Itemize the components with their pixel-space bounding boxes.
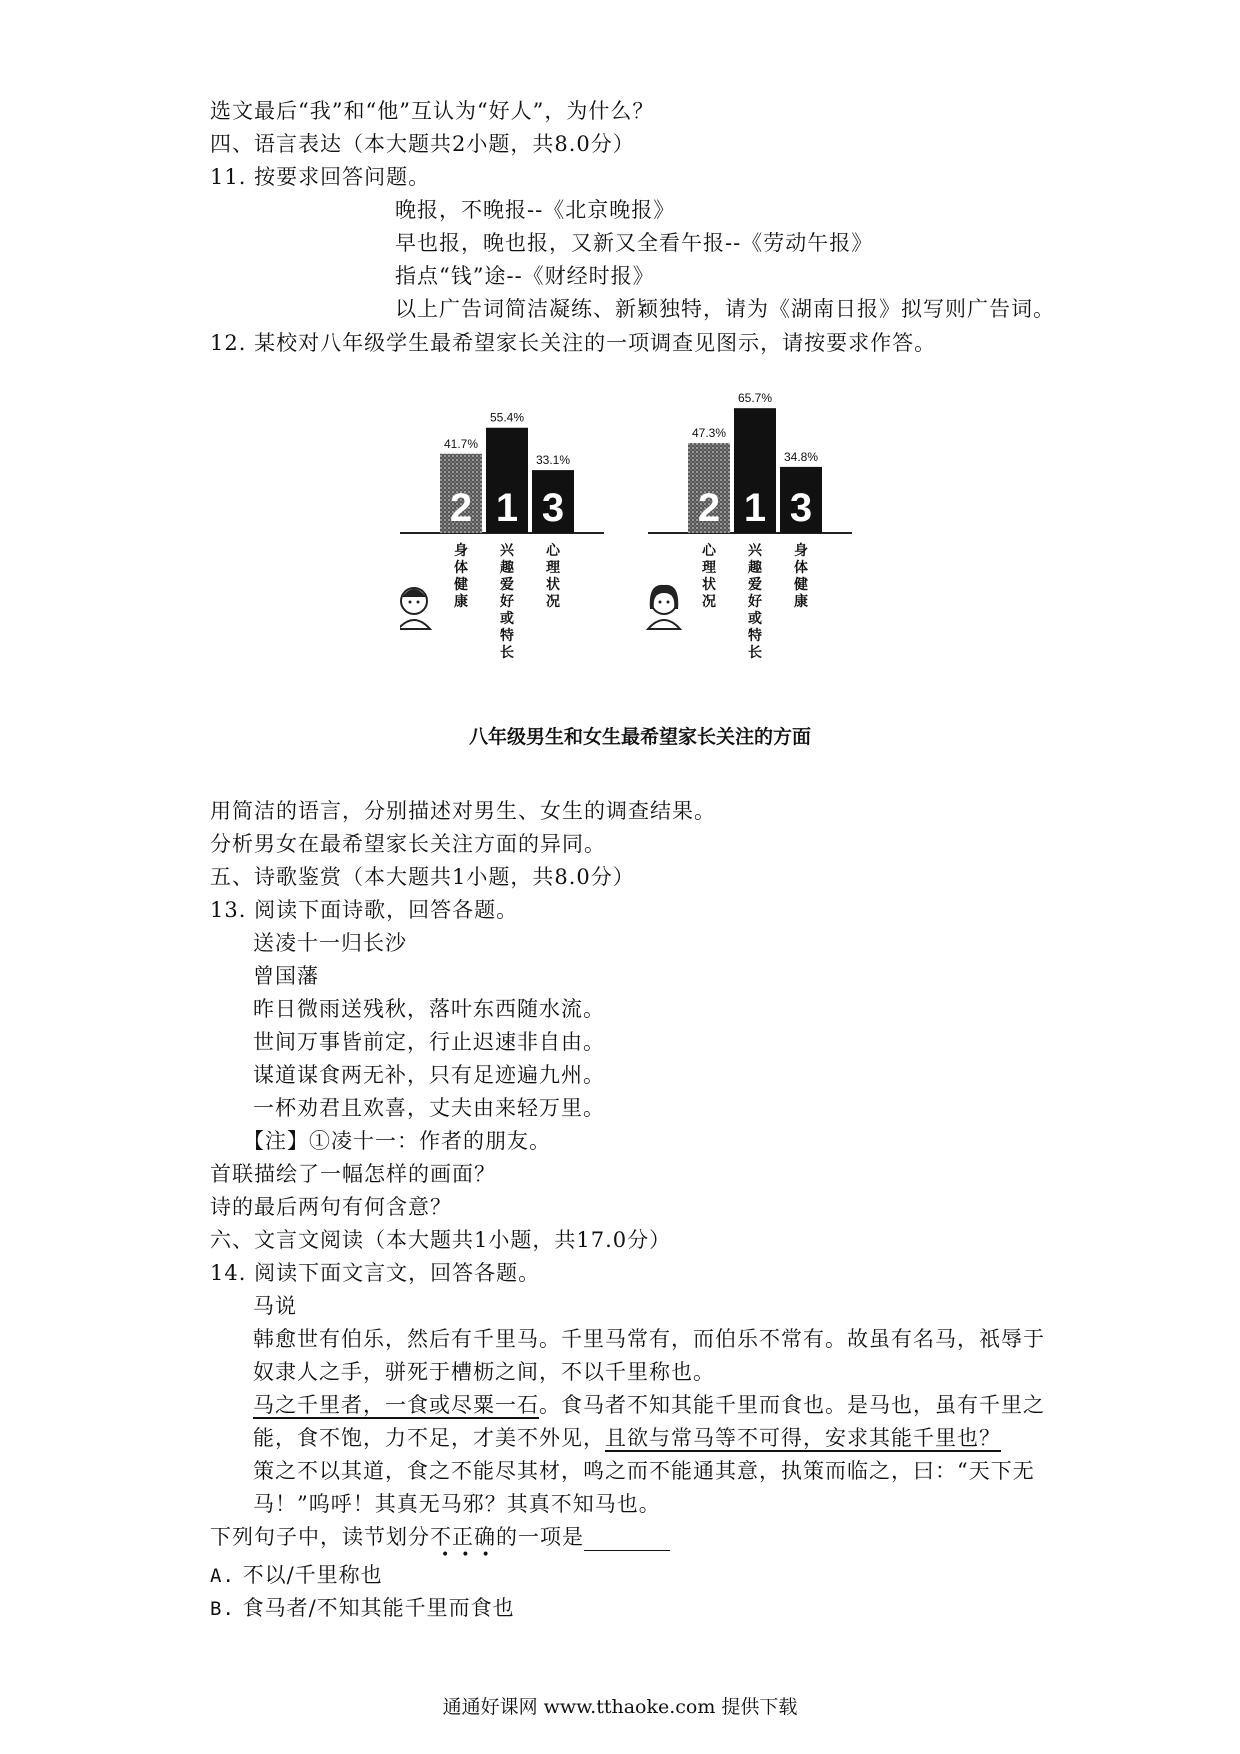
essay-para2-plain: 能，食不饱，力不足，才美不外见， [253,1426,605,1450]
category-label: 或 [500,611,514,627]
bar-rank-label: 1 [743,486,767,530]
category-label: 理 [546,560,560,576]
q10-question: 选文最后“我”和“他”互认为“好人”，为什么？ [210,99,655,123]
category-label: 长 [500,645,514,661]
poem-author: 曾国藩 [253,964,319,988]
category-label: 康 [794,594,808,610]
q12-heading: 12. 某校对八年级学生最希望家长关注的一项调查见图示，请按要求作答。 [210,331,937,355]
bar-rank-label: 2 [697,486,721,530]
q12-sub1: 用简洁的语言，分别描述对男生、女生的调查结果。 [210,799,716,823]
category-label: 理 [702,560,716,576]
category-label: 兴 [500,543,514,559]
q13-sub1: 首联描绘了一幅怎样的画面？ [210,1162,496,1186]
category-label: 心 [546,543,560,559]
essay-para3-line1: 策之不以其道，食之不能尽其材，鸣之而不能通其意，执策而临之，曰：“天下无 [253,1459,1035,1483]
q14-sub1-text: 下列句子中，读节划分不正确的一项是 [210,1525,584,1549]
category-label: 特 [500,628,514,644]
underlined-sentence-2: 且欲与常马等不可得，安求其能千里也？ [605,1426,1001,1450]
bar-rank-label: 2 [449,486,473,530]
essay-para2-line1 [253,1391,1045,1419]
page-footer: 通通好课网 www.tthaoke.com 提供下载 [442,1696,798,1718]
slogan-line-1: 晚报，不晚报--《北京晚报》 [395,198,676,222]
bar-value-label: 55.4% [489,410,525,425]
category-label: 身 [454,543,468,559]
category-label: 健 [794,577,808,593]
chart-title: 八年级男生和女生最希望家长关注的方面 [468,727,812,748]
q11-heading: 11. 按要求回答问题。 [210,165,431,189]
q12-sub2: 分析男女在最希望家长关注方面的异同。 [210,832,606,856]
category-label: 健 [454,577,468,593]
q14-sub1 [210,1523,670,1551]
option-b-text: 食马者/不知其能千里而食也 [242,1596,515,1620]
category-label: 特 [748,628,762,644]
boy-avatar-icon [400,588,430,629]
category-label: 好 [748,594,762,610]
essay-para3-line2: 马！”呜呼！其真无马邪？其真不知马也。 [253,1492,661,1516]
category-label: 爱 [748,577,762,593]
q11-instruction: 以上广告词简洁凝练、新颖独特，请为《湖南日报》拟写则广告词。 [395,297,1055,321]
category-label: 或 [748,611,762,627]
essay-para2-line2 [253,1424,1001,1452]
category-label: 状 [546,577,560,593]
answer-blank[interactable] [584,1530,670,1551]
option-a-label: A. [210,1565,235,1587]
bar-rank-label: 3 [789,486,813,530]
category-label: 好 [500,594,514,610]
category-label: 体 [454,560,468,576]
option-a-text: 不以/千里称也 [242,1563,383,1587]
category-label: 心 [702,543,716,559]
bar-rank-label: 1 [495,486,519,530]
essay-para1-line1: 韩愈世有伯乐，然后有千里马。千里马常有，而伯乐不常有。故虽有名马，祇辱于 [253,1327,1045,1351]
bar-value-label: 65.7% [737,391,773,406]
essay-title: 马说 [253,1294,297,1318]
bar-value-label: 34.8% [783,449,819,464]
option-b [210,1594,515,1623]
section-heading-5: 五、诗歌鉴赏（本大题共1小题，共8.0分） [210,865,635,889]
essay-para2-text: 。食马者不知其能千里而食也。是马也，虽有千里之 [539,1393,1045,1417]
q13-heading: 13. 阅读下面诗歌，回答各题。 [210,898,519,922]
q13-sub2: 诗的最后两句有何含意？ [210,1195,452,1219]
option-a [210,1561,383,1590]
bar-value-label: 47.3% [691,426,727,441]
category-label: 状 [702,577,716,593]
underlined-sentence-1: 马之千里者，一食或尽粟一石 [253,1393,539,1417]
option-b-label: B. [210,1598,235,1620]
poem-line-2: 世间万事皆前定，行止迟速非自由。 [253,1030,605,1054]
survey-chart [400,383,880,763]
category-label: 趣 [748,560,762,576]
poem-note: 【注】①凌十一：作者的朋友。 [243,1129,551,1153]
poem-line-3: 谋道谋食两无补，只有足迹遍九州。 [253,1063,605,1087]
essay-para1-line2: 奴隶人之手，骈死于槽枥之间，不以千里称也。 [253,1360,715,1384]
category-label: 长 [748,645,762,661]
emphasis-dots: ••• [441,1547,502,1563]
category-label: 况 [702,594,716,610]
slogan-line-2: 早也报，晚也报，又新又全看午报--《劳动午报》 [395,231,874,255]
section-heading-4: 四、语言表达（本大题共2小题，共8.0分） [210,132,635,156]
bar-value-label: 41.7% [443,436,479,451]
bar-value-label: 33.1% [535,453,571,468]
category-label: 体 [794,560,808,576]
poem-line-1: 昨日微雨送残秋，落叶东西随水流。 [253,997,605,1021]
section-heading-6: 六、文言文阅读（本大题共1小题，共17.0分） [210,1228,672,1252]
category-label: 康 [454,594,468,610]
girl-avatar-icon [648,585,680,629]
poem-line-4: 一杯劝君且欢喜，丈夫由来轻万里。 [253,1096,605,1120]
poem-title: 送凌十一归长沙 [253,931,407,955]
category-label: 爱 [500,577,514,593]
bar-rank-label: 3 [541,486,565,530]
slogan-line-3: 指点“钱”途--《财经时报》 [395,264,655,288]
category-label: 兴 [748,543,762,559]
q14-heading: 14. 阅读下面文言文，回答各题。 [210,1261,541,1285]
category-label: 趣 [500,560,514,576]
category-label: 身 [794,543,808,559]
category-label: 况 [546,594,560,610]
